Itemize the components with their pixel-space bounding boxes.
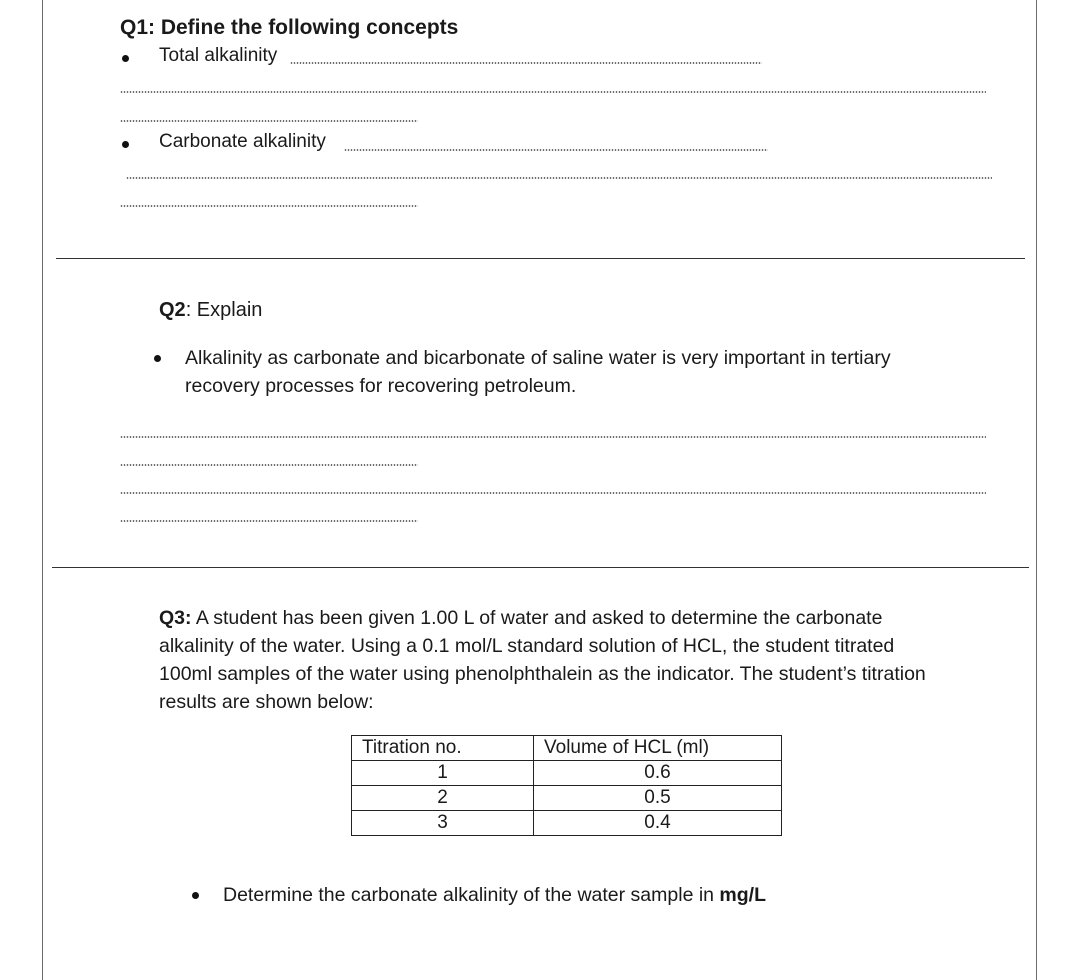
table-cell: 2 xyxy=(352,786,534,811)
q2-bullet-text: Alkalinity as carbonate and bicarbonate of saline water is very important in tertiary recovery processes for recovering petroleum. xyxy=(185,347,891,397)
q1-item-carbonate-alkalinity: Carbonate alkalinity xyxy=(159,131,326,152)
table-row xyxy=(352,811,782,836)
answer-line[interactable] xyxy=(126,177,992,179)
answer-line[interactable] xyxy=(290,62,762,64)
answer-line[interactable] xyxy=(120,205,418,207)
answer-line[interactable] xyxy=(344,149,768,151)
q1-item-total-alkalinity: Total alkalinity xyxy=(159,45,278,66)
answer-line[interactable] xyxy=(120,520,418,522)
q2-label: Q2 xyxy=(159,299,186,321)
q3-paragraph xyxy=(159,604,934,716)
table-cell: 0.4 xyxy=(534,811,782,836)
q3-text: A student has been given 1.00 L of water and asked to determine the carbonate alkalinity of the water. Using a 0.1 mol/L standard solution of HCL, the student titrated 100ml samples of the water using phenolphthalein as the indicator. The student’s titration results are shown below: xyxy=(159,607,926,713)
table-cell: 0.6 xyxy=(534,761,782,786)
table-cell: 3 xyxy=(352,811,534,836)
q3-task-text: Determine the carbonate alkalinity of the water sample in xyxy=(223,884,720,906)
table-row xyxy=(352,786,782,811)
q3-label: Q3: xyxy=(159,607,192,629)
answer-line[interactable] xyxy=(120,91,986,93)
answer-line[interactable] xyxy=(120,492,986,494)
table-header: Volume of HCL (ml) xyxy=(534,736,782,761)
table-cell: 0.5 xyxy=(534,786,782,811)
q1-title: Q1: Define the following concepts xyxy=(120,16,459,39)
q3-task-unit: mg/L xyxy=(719,884,767,906)
section-divider xyxy=(56,258,1025,259)
table-header-row xyxy=(352,736,782,761)
page-border-right xyxy=(1036,0,1037,980)
q2-title-text: : Explain xyxy=(185,299,263,321)
table-header: Titration no. xyxy=(352,736,534,761)
q2-title xyxy=(159,299,262,322)
q3-task xyxy=(223,881,766,909)
answer-line[interactable] xyxy=(120,436,986,438)
table-cell: 1 xyxy=(352,761,534,786)
titration-table xyxy=(351,735,782,836)
bullet xyxy=(192,892,199,899)
bullet xyxy=(154,355,161,362)
section-divider xyxy=(52,567,1029,568)
table-row xyxy=(352,761,782,786)
bullet xyxy=(122,55,129,62)
answer-line[interactable] xyxy=(120,120,418,122)
answer-line[interactable] xyxy=(120,464,418,466)
page-border-left xyxy=(42,0,43,980)
bullet xyxy=(122,141,129,148)
